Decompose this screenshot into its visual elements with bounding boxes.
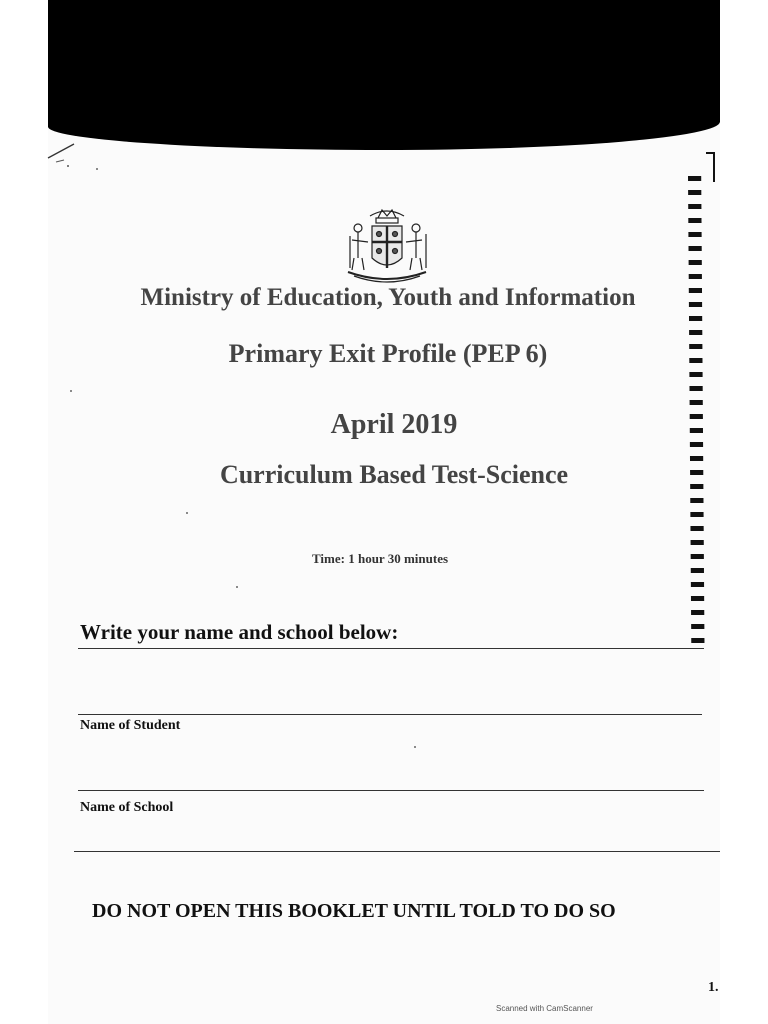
- ministry-heading: Ministry of Education, Youth and Information: [140, 284, 636, 311]
- student-name-line[interactable]: [78, 714, 702, 715]
- scan-speck: [236, 586, 238, 588]
- school-name-line[interactable]: [78, 790, 704, 791]
- test-heading: Curriculum Based Test-Science: [219, 460, 569, 489]
- time-allowed: Time: 1 hour 30 minutes: [312, 551, 449, 566]
- scan-speck: [70, 390, 72, 392]
- form-instruction: Write your name and school below:: [80, 620, 399, 644]
- scanner-watermark: Scanned with CamScanner: [496, 1004, 593, 1013]
- extra-line: [74, 851, 720, 852]
- instruction-underline: [78, 648, 704, 649]
- warning-text: DO NOT OPEN THIS BOOKLET UNTIL TOLD TO DO SO: [92, 900, 616, 922]
- student-name-label: Name of Student: [80, 718, 181, 733]
- jamaica-coat-of-arms-icon: [340, 206, 434, 290]
- scan-speck: [414, 746, 416, 748]
- exam-heading: Primary Exit Profile (PEP 6): [228, 339, 548, 368]
- page-number: 1.: [708, 980, 719, 995]
- document-page: [48, 0, 720, 1024]
- school-name-label: Name of School: [80, 800, 174, 815]
- bracket-mark-icon: [704, 150, 720, 184]
- scan-shadow-band: [48, 0, 720, 150]
- scan-speck: [96, 168, 98, 170]
- scan-speck: [186, 512, 188, 514]
- date-heading: April 2019: [330, 409, 458, 440]
- pen-mark-icon: [44, 140, 84, 174]
